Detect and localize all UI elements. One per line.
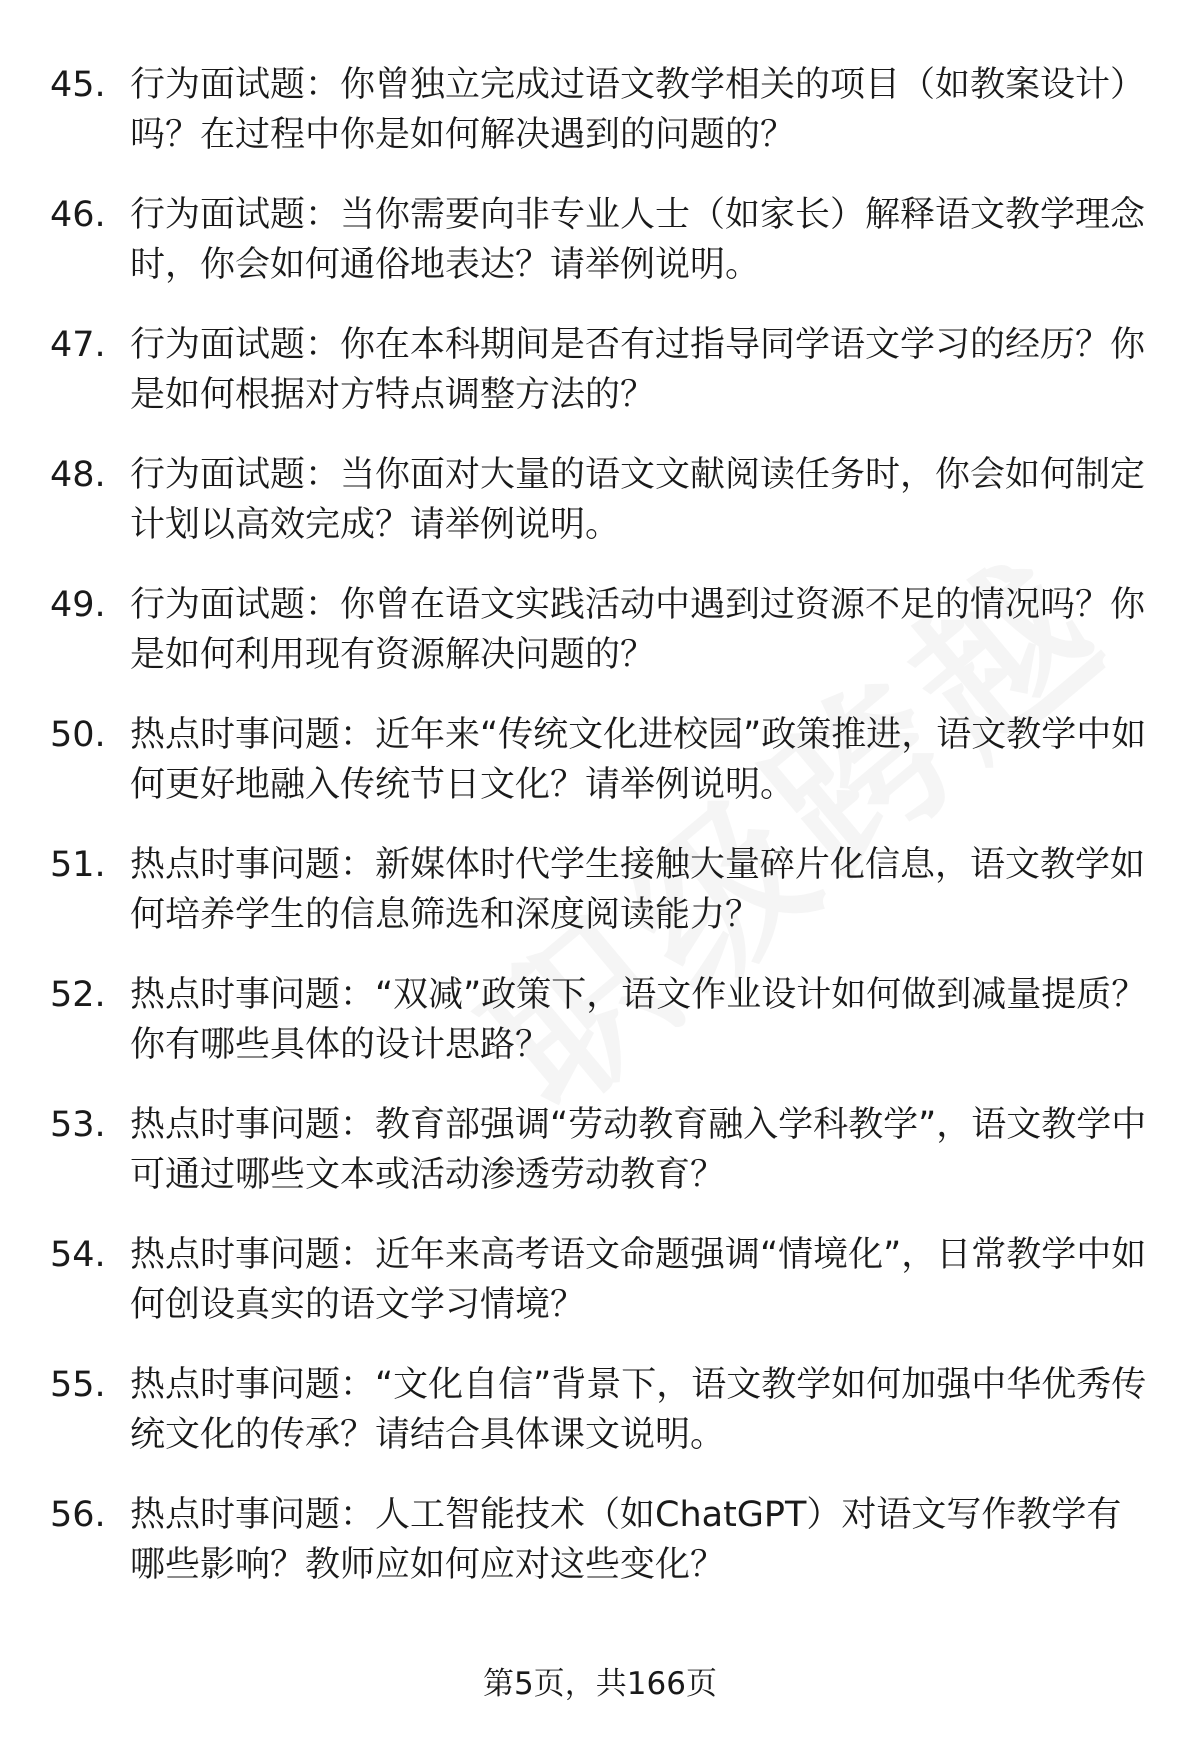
question-item — [50, 840, 1150, 970]
question-text: 热点时事问题：近年来高考语文命题强调“情境化”，日常教学中如何创设真实的语文学习情境？ — [130, 1235, 1147, 1325]
question-list — [50, 60, 1150, 1620]
question-number: 56. — [50, 1495, 106, 1535]
page-footer: 第5页，共166页 — [483, 1666, 717, 1702]
question-number: 47. — [50, 325, 106, 365]
question-text: 热点时事问题：“双减”政策下，语文作业设计如何做到减量提质？你有哪些具体的设计思路？ — [130, 975, 1147, 1065]
question-item — [50, 970, 1150, 1100]
question-text: 行为面试题：你曾独立完成过语文教学相关的项目（如教案设计）吗？在过程中你是如何解决遇到的问题的？ — [130, 65, 1146, 155]
question-text: 行为面试题：你在本科期间是否有过指导同学语文学习的经历？你是如何根据对方特点调整方法的？ — [130, 325, 1146, 415]
question-item — [50, 1360, 1150, 1490]
question-number: 55. — [50, 1365, 106, 1405]
question-item — [50, 450, 1150, 580]
question-number: 54. — [50, 1235, 106, 1275]
question-item — [50, 580, 1150, 710]
question-text: 热点时事问题：人工智能技术（如ChatGPT）对语文写作教学有哪些影响？教师应如何应对这些变化？ — [130, 1495, 1122, 1585]
question-item — [50, 1100, 1150, 1230]
question-item — [50, 1230, 1150, 1360]
question-text: 热点时事问题：教育部强调“劳动教育融入学科教学”，语文教学中可通过哪些文本或活动渗透劳动教育？ — [130, 1105, 1147, 1195]
question-item — [50, 60, 1150, 190]
question-text: 热点时事问题：近年来“传统文化进校园”政策推进，语文教学中如何更好地融入传统节日文化？请举例说明。 — [130, 715, 1147, 805]
question-text: 行为面试题：你曾在语文实践活动中遇到过资源不足的情况吗？你是如何利用现有资源解决问题的？ — [130, 585, 1146, 675]
question-number: 52. — [50, 975, 106, 1015]
question-number: 51. — [50, 845, 106, 885]
question-text: 热点时事问题：新媒体时代学生接触大量碎片化信息，语文教学如何培养学生的信息筛选和深度阅读能力？ — [130, 845, 1146, 935]
question-item — [50, 190, 1150, 320]
question-text: 行为面试题：当你面对大量的语文文献阅读任务时，你会如何制定计划以高效完成？请举例说明。 — [130, 455, 1146, 545]
question-number: 53. — [50, 1105, 106, 1145]
question-text: 行为面试题：当你需要向非专业人士（如家长）解释语文教学理念时，你会如何通俗地表达？请举例说明。 — [130, 195, 1146, 285]
question-item — [50, 710, 1150, 840]
question-number: 49. — [50, 585, 106, 625]
question-item — [50, 320, 1150, 450]
question-number: 46. — [50, 195, 106, 235]
question-number: 45. — [50, 65, 106, 105]
question-number: 48. — [50, 455, 106, 495]
question-text: 热点时事问题：“文化自信”背景下，语文教学如何加强中华优秀传统文化的传承？请结合具体课文说明。 — [130, 1365, 1147, 1455]
question-item — [50, 1490, 1150, 1620]
question-number: 50. — [50, 715, 106, 755]
